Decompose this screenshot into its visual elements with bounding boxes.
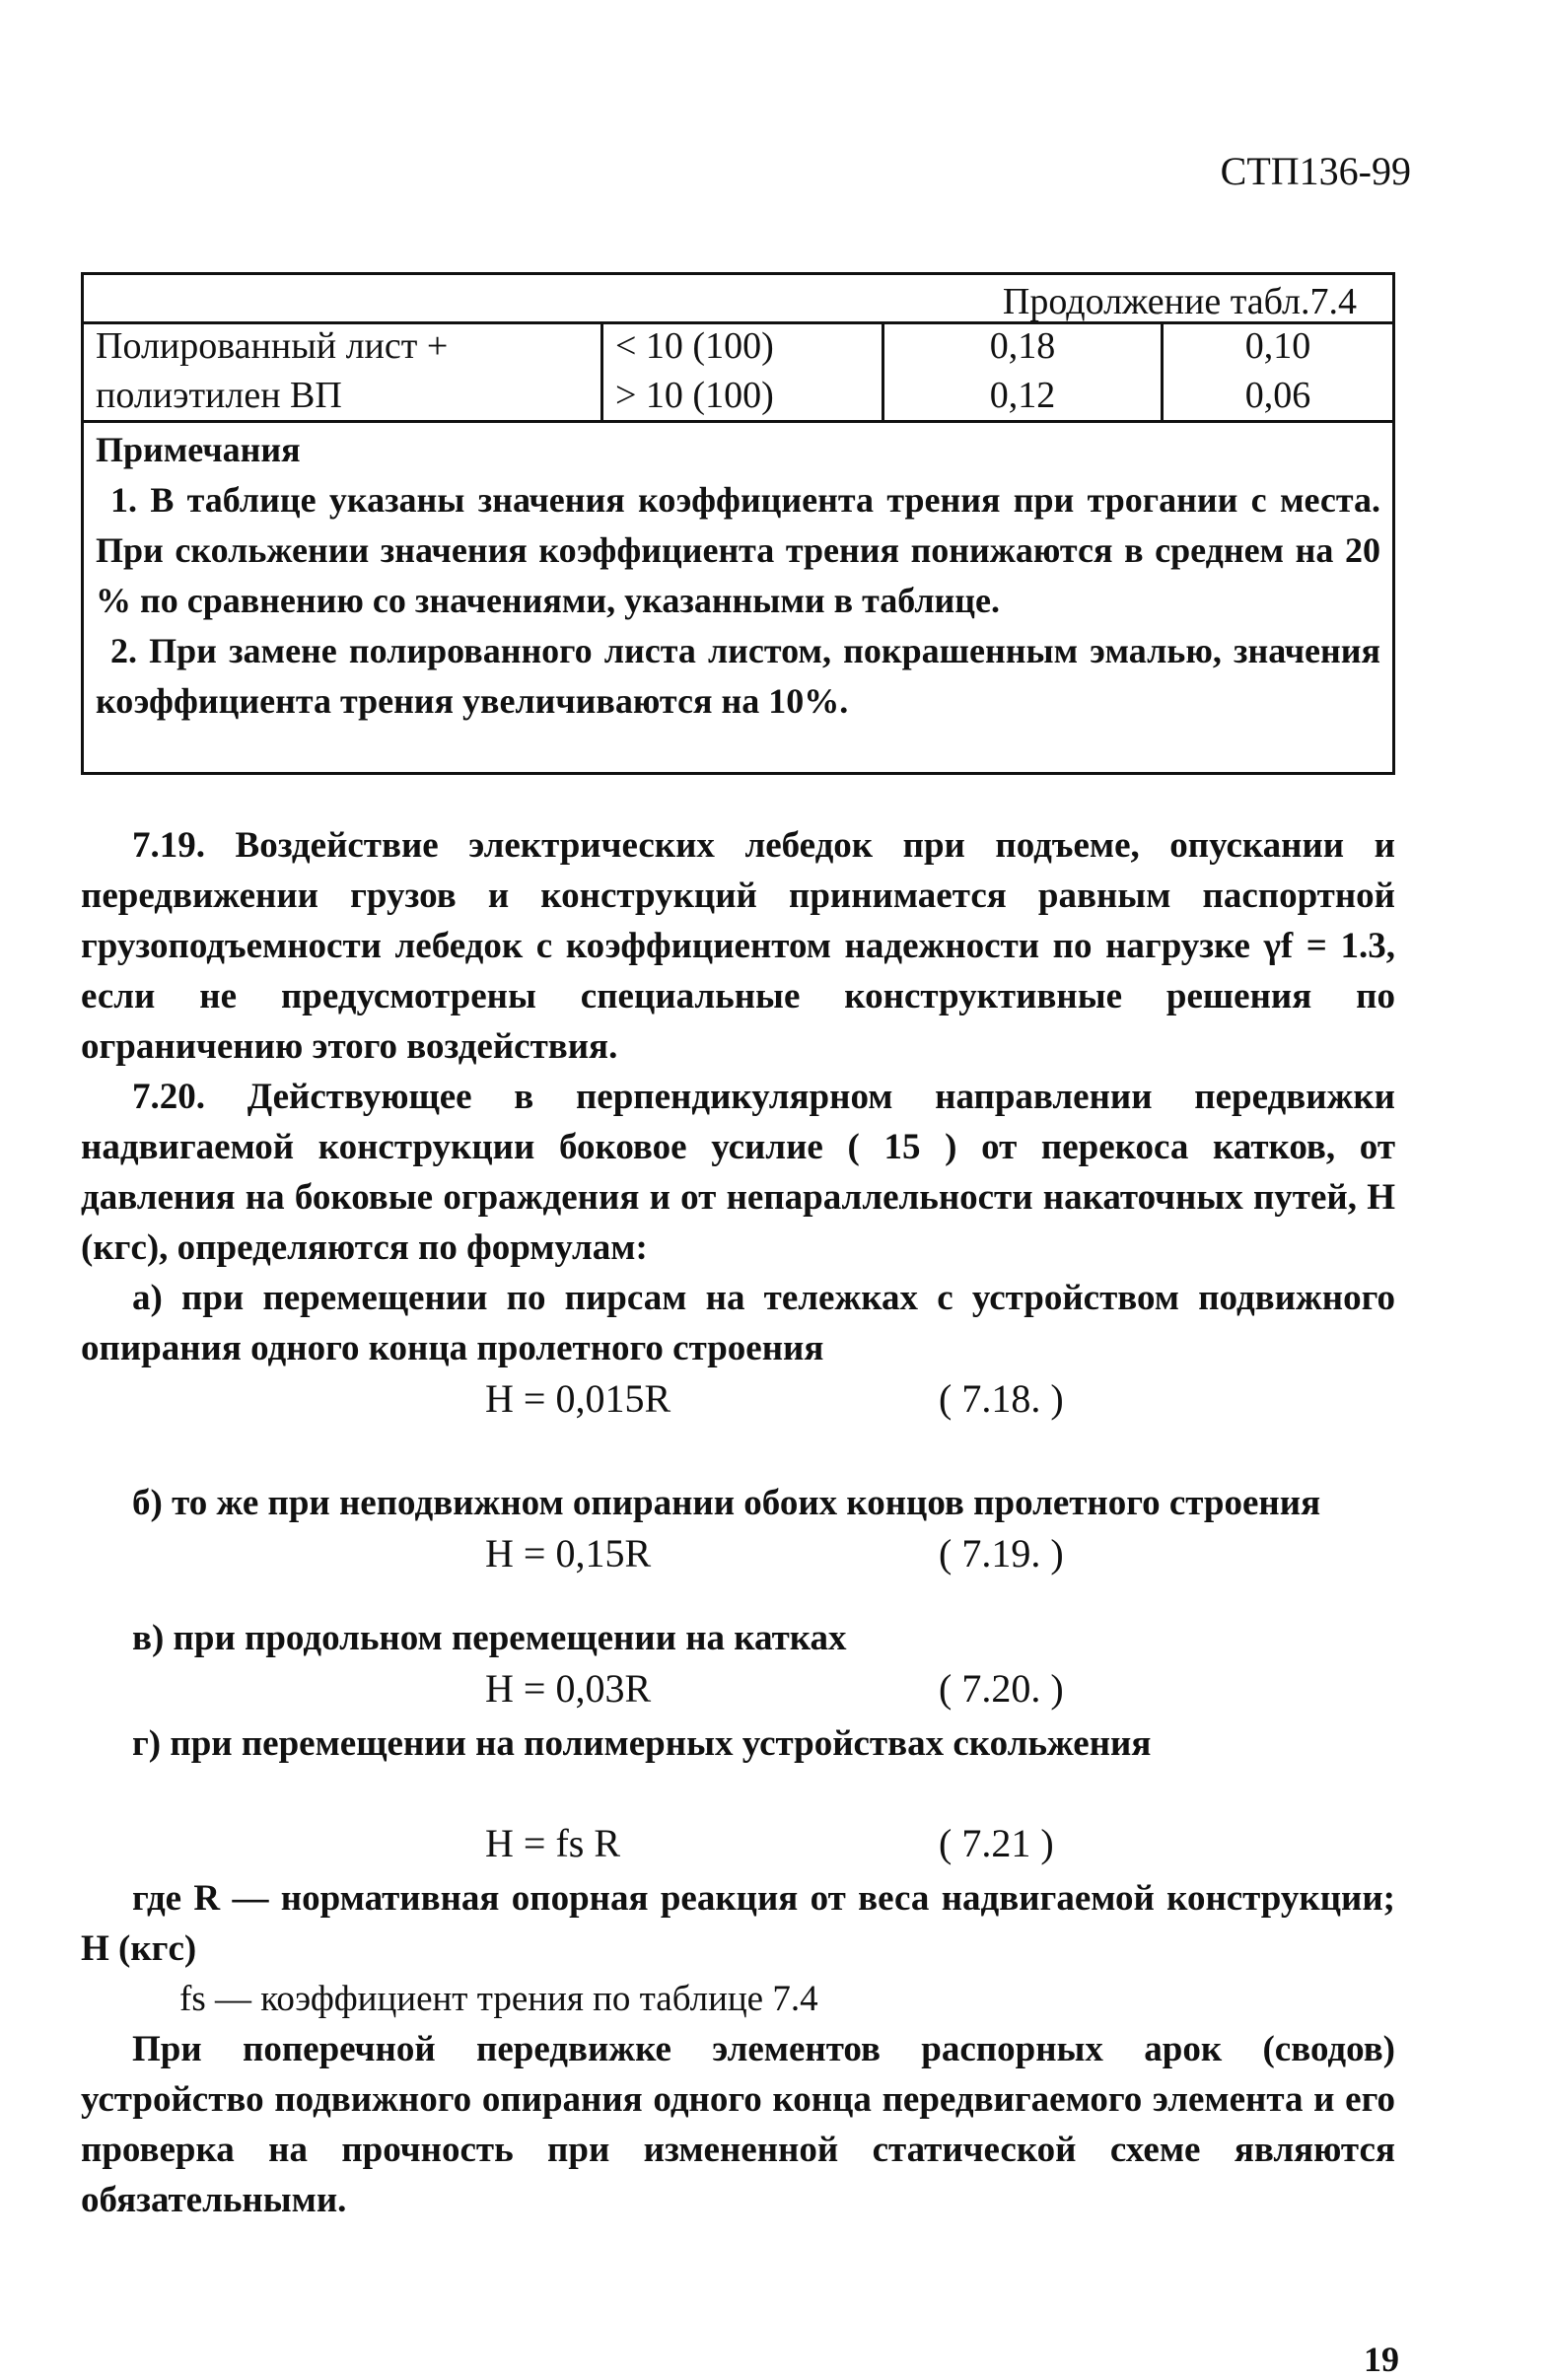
item-v: в) при продольном перемещении на катках bbox=[132, 1618, 847, 1658]
formula-7-20 bbox=[81, 1663, 1395, 1718]
table-cell-value: 0,06 bbox=[1163, 371, 1393, 422]
formula-number: ( 7.18. ) bbox=[939, 1376, 1064, 1421]
table-row bbox=[84, 371, 1392, 422]
table-body bbox=[84, 321, 1392, 423]
paragraph-7-19: 7.19. Воздействие электрических лебедок при подъеме, опускании и передвижении грузов и конструкций принимается равным паспортной грузоподъемности лебедок с коэффициентом надежности по нагрузке γf = 1.3, если не предусмотрены специальные конструктивные решения по ограничению этого воздействия. bbox=[81, 825, 1395, 1067]
table-cell-value: 0,12 bbox=[883, 371, 1163, 422]
formula-number: ( 7.20. ) bbox=[939, 1666, 1064, 1711]
item-a: а) при перемещении по пирсам на тележках с устройством подвижного опирания одного конца пролетного строения bbox=[81, 1278, 1395, 1368]
formula-expression: H = 0,15R bbox=[485, 1531, 652, 1575]
formula-7-19 bbox=[81, 1528, 1395, 1583]
formula-number: ( 7.21 ) bbox=[939, 1821, 1054, 1865]
paragraph-7-20: 7.20. Действующее в перпендикулярном направлении передвижки надвигаемой конструкции боковое усилие ( 15 ) от перекоса катков, от давления на боковые ограждения и от непараллельности накаточных путей, Н (кгс), определяются по формулам: bbox=[81, 1077, 1395, 1268]
note-1: 1. В таблице указаны значения коэффициента трения при трогании с места. При скольжении значения коэффициента трения понижаются в среднем на 20 % по сравнению со значениями, указанными в таблице. bbox=[96, 480, 1380, 620]
formula-number: ( 7.19. ) bbox=[939, 1531, 1064, 1575]
notes-title: Примечания bbox=[96, 430, 301, 469]
table-continuation-caption: Продолжение табл.7.4 bbox=[84, 275, 1392, 324]
fs-definition: fs — коэффициент трения по таблице 7.4 bbox=[179, 1979, 818, 2019]
formula-expression: H = 0,03R bbox=[485, 1666, 652, 1711]
formula-expression: H = fs R bbox=[485, 1821, 621, 1865]
friction-table bbox=[81, 272, 1395, 775]
final-paragraph: При поперечной передвижке элементов распорных арок (сводов) устройство подвижного опирания одного конца передвигаемого элемента и его проверка на прочность при измененной статической схеме являются обязательными. bbox=[81, 2029, 1395, 2220]
note-2: 2. При замене полированного листа листом, покрашенным эмалью, значения коэффициента трения увеличиваются на 10%. bbox=[96, 631, 1380, 721]
formula-expression: H = 0,015R bbox=[485, 1376, 671, 1421]
item-g: г) при перемещении на полимерных устройствах скольжения bbox=[132, 1723, 1152, 1764]
formula-7-21 bbox=[81, 1818, 1395, 1873]
item-b: б) то же при неподвижном опирании обоих концов пролетного строения bbox=[132, 1483, 1321, 1523]
table-row bbox=[84, 321, 1392, 371]
table-notes bbox=[96, 425, 1380, 727]
document-code: СТП136-99 bbox=[1220, 149, 1411, 193]
where-definition: где R — нормативная опорная реакция от веса надвигаемой конструкции; Н (кгс) bbox=[81, 1878, 1395, 1969]
table-cell-value: 0,18 bbox=[883, 321, 1163, 371]
table-cell-pressure: < 10 (100) bbox=[602, 321, 883, 371]
table-cell-material: Полированный лист + bbox=[96, 325, 449, 367]
table-cell-material: полиэтилен ВП bbox=[84, 371, 602, 422]
formula-7-18 bbox=[81, 1373, 1395, 1429]
table-cell-value: 0,10 bbox=[1163, 321, 1393, 371]
page-number: 19 bbox=[1364, 2340, 1399, 2379]
main-text bbox=[81, 820, 1395, 2225]
table-cell-pressure: > 10 (100) bbox=[602, 371, 883, 422]
